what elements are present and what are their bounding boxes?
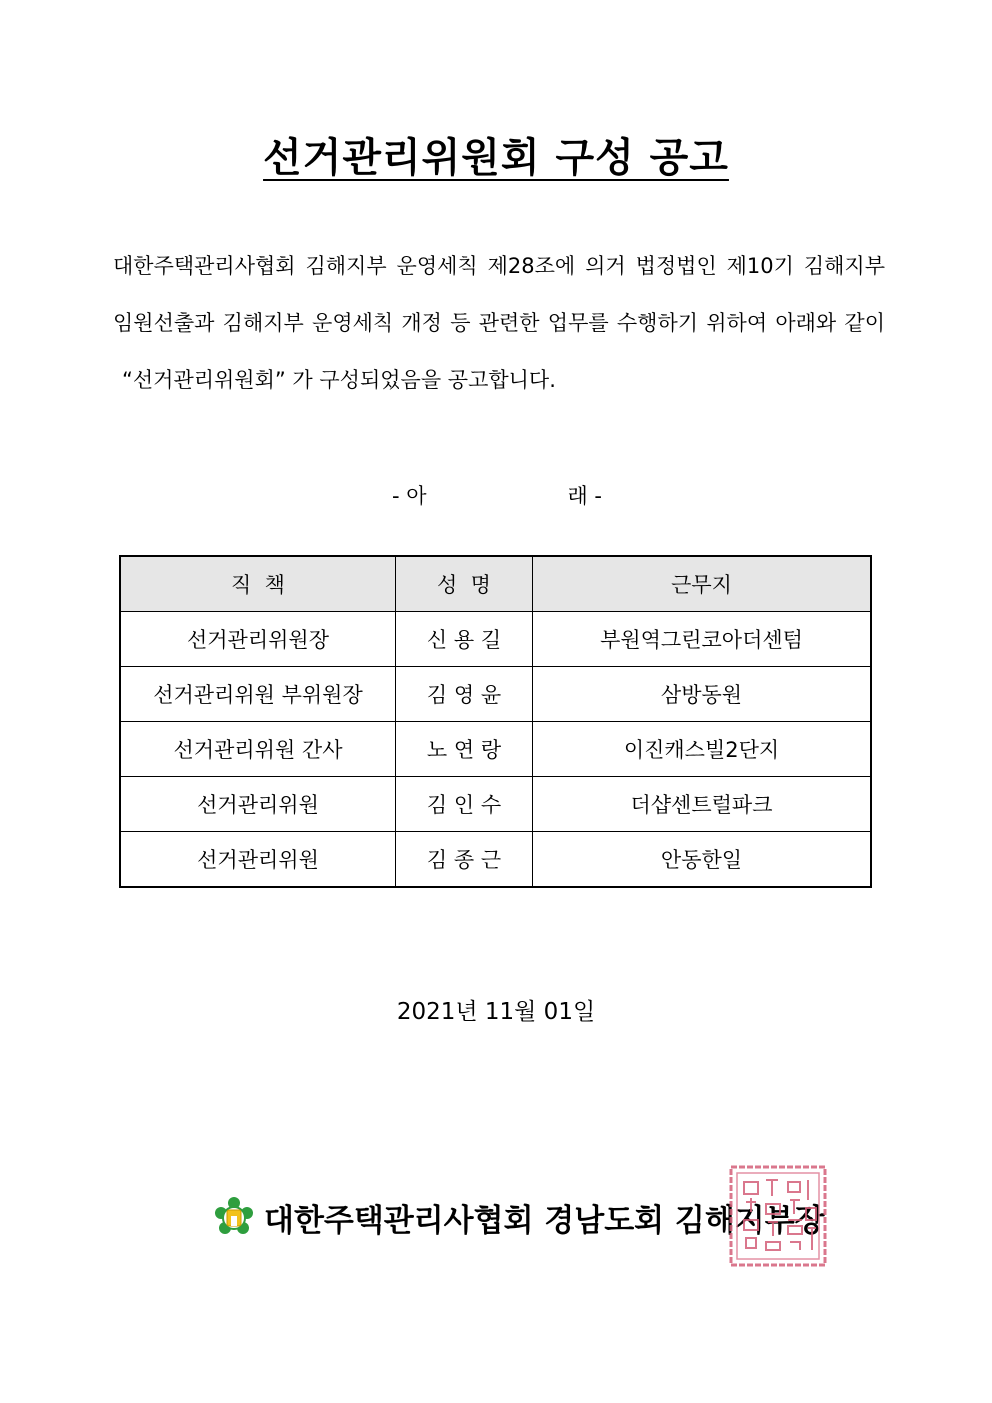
table-row bbox=[120, 612, 871, 667]
intro-line-3: “선거관리위원회” 가 구성되었음을 공고합니다. bbox=[122, 368, 556, 392]
table-row bbox=[120, 667, 871, 722]
issuer-name: 대한주택관리사협회 경남도회 김해지부장 bbox=[264, 1202, 825, 1239]
association-logo-icon bbox=[210, 1193, 258, 1241]
cell-position: 선거관리위원장 bbox=[120, 612, 396, 667]
below-label-right: 래 - bbox=[567, 484, 602, 508]
intro-line-1: 대한주택관리사협회 김해지부 운영세칙 제28조에 의거 법정법인 제10기 김해지부 bbox=[113, 254, 885, 278]
header-position: 직 책 bbox=[120, 556, 396, 612]
intro-line-2: 임원선출과 김해지부 운영세칙 개정 등 관련한 업무를 수행하기 위하여 아래와 같이 bbox=[113, 311, 885, 335]
cell-name: 노 연 랑 bbox=[396, 722, 533, 777]
document-title-text: 선거관리위원회 구성 공고 bbox=[263, 135, 729, 181]
cell-workplace: 삼방동원 bbox=[533, 667, 872, 722]
document-title bbox=[0, 126, 992, 183]
table-row bbox=[120, 722, 871, 777]
table-header-row bbox=[120, 556, 871, 612]
cell-name: 김 영 윤 bbox=[396, 667, 533, 722]
header-workplace: 근무지 bbox=[533, 556, 872, 612]
cell-name: 김 인 수 bbox=[396, 777, 533, 832]
cell-position: 선거관리위원 부위원장 bbox=[120, 667, 396, 722]
below-label-left: - 아 bbox=[392, 484, 427, 508]
header-name: 성 명 bbox=[396, 556, 533, 612]
cell-position: 선거관리위원 bbox=[120, 832, 396, 888]
official-seal-icon bbox=[728, 1164, 828, 1268]
cell-name: 신 용 길 bbox=[396, 612, 533, 667]
cell-workplace: 안동한일 bbox=[533, 832, 872, 888]
cell-position: 선거관리위원 간사 bbox=[120, 722, 396, 777]
table-row bbox=[120, 832, 871, 888]
committee-table bbox=[119, 555, 872, 888]
cell-position: 선거관리위원 bbox=[120, 777, 396, 832]
table-row bbox=[120, 777, 871, 832]
below-label bbox=[392, 480, 602, 510]
cell-workplace: 더샵센트럴파크 bbox=[533, 777, 872, 832]
cell-name: 김 종 근 bbox=[396, 832, 533, 888]
cell-workplace: 부원역그린코아더센텀 bbox=[533, 612, 872, 667]
cell-workplace: 이진캐스빌2단지 bbox=[533, 722, 872, 777]
announcement-date: 2021년 11월 01일 bbox=[396, 999, 596, 1025]
